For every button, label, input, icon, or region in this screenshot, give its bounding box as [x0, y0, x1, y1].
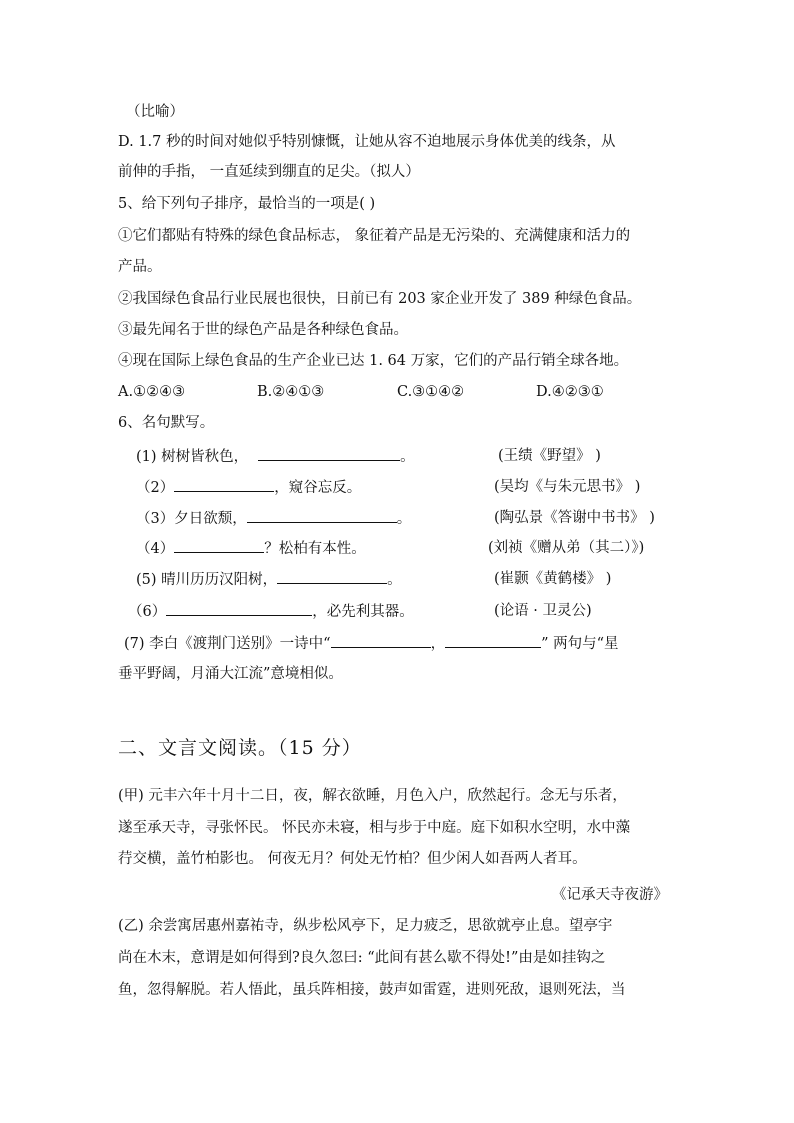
- q6-item-7-line1: [124, 633, 619, 654]
- q5-option-a: A.①②④③: [118, 384, 186, 400]
- q5-sentence-3: ③最先闻名于世的绿色产品是各种绿色食品。: [118, 322, 408, 338]
- q6-item-6-suffix: ，必先利其器。: [312, 604, 414, 620]
- q6-item-6: [128, 601, 414, 622]
- q6-item-6-source: (论语 · 卫灵公): [494, 603, 592, 619]
- q6-item-3-prefix: （3）夕日欲颓，: [136, 511, 247, 527]
- passage-yi-line3: 鱼，忽得解脱。若人悟此，虽兵阵相接，鼓声如雷霆，进则死敌，退则死法，当: [118, 982, 626, 998]
- q6-item-5: [136, 569, 402, 590]
- q6-item-6-blank[interactable]: [166, 601, 312, 616]
- q6-item-7-blank-1[interactable]: [331, 633, 431, 648]
- q6-stem: 6、名句默写。: [118, 415, 215, 431]
- section-2-heading: 二、文言文阅读。（15 分）: [118, 737, 362, 759]
- q6-item-2: [136, 477, 361, 498]
- q4-option-d-line1: D. 1.7 秒的时间对她似乎特别慷慨，让她从容不迫地展示身体优美的线条，从: [118, 134, 616, 150]
- q6-item-1-suffix: 。: [400, 449, 415, 465]
- q6-item-7-suffix: ” 两句与“星: [541, 636, 619, 652]
- q6-item-7-comma: ，: [430, 636, 446, 652]
- q6-item-1-prefix: (1) 树树皆秋色，: [136, 449, 249, 465]
- q6-item-6-prefix: （6）: [128, 604, 167, 620]
- q6-item-1-source: (王绩《野望》 ): [498, 448, 601, 464]
- q5-option-b: B.②④①③: [257, 384, 325, 400]
- q6-item-7-blank-2[interactable]: [445, 633, 541, 648]
- passage-jia-line2: 遂至承天寺，寻张怀民。 怀民亦未寝，相与步于中庭。庭下如积水空明，水中藻: [118, 820, 631, 836]
- q6-item-2-blank[interactable]: [174, 477, 274, 492]
- q6-item-5-prefix: (5) 晴川历历汉阳树，: [136, 572, 278, 588]
- q6-item-3-suffix: 。: [396, 511, 412, 527]
- q4-option-d-line2: 前伸的手指， 一直延续到绷直的足尖。（拟人）: [118, 164, 420, 180]
- q4-option-c-note: （比喻）: [126, 104, 184, 120]
- q5-sentence-1-line2: 产品。: [118, 259, 162, 275]
- q6-item-5-blank[interactable]: [277, 569, 387, 584]
- q6-item-5-source: (崔颢《黄鹤楼》 ): [494, 571, 612, 587]
- passage-yi-line2: 尚在木末，意谓是如何得到?良久忽曰: “此间有甚么歇不得处!”由是如挂钩之: [118, 950, 606, 966]
- q6-item-2-suffix: ，窥谷忘反。: [274, 480, 362, 496]
- q6-item-4-prefix: （4）: [136, 541, 175, 557]
- passage-jia-source: 《记承天寺夜游》: [552, 887, 668, 903]
- q5-sentence-2: ②我国绿色食品行业民展也很快，日前已有 203 家企业开发了 389 种绿色食品。: [118, 291, 642, 307]
- q6-item-5-suffix: 。: [387, 572, 402, 588]
- q6-item-7-prefix: (7) 李白《渡荆门送别》一诗中“: [124, 636, 331, 652]
- q6-item-7-line2: 垂平野阔，月涌大江流”意境相似。: [118, 666, 343, 682]
- q5-option-c: C.③①④②: [397, 384, 465, 400]
- q6-item-3-source: (陶弘景《答谢中书书》 ): [494, 510, 655, 526]
- q6-item-3-blank[interactable]: [247, 508, 397, 523]
- q6-item-2-prefix: （2）: [136, 480, 175, 496]
- passage-jia-line3: 荇交横，盖竹柏影也。 何夜无月？何处无竹柏？但少闲人如吾两人者耳。: [118, 851, 587, 867]
- q6-item-4: [136, 538, 366, 559]
- q6-item-1: [136, 446, 415, 467]
- q6-item-2-source: (吴均《与朱元思书》 ): [494, 479, 641, 495]
- q6-item-4-suffix: ？松柏有本性。: [264, 541, 366, 557]
- q6-item-4-blank[interactable]: [174, 538, 264, 553]
- q6-item-1-blank[interactable]: [258, 446, 400, 461]
- q5-sentence-1-line1: ①它们都贴有特殊的绿色食品标志， 象征着产品是无污染的、充满健康和活力的: [118, 228, 631, 244]
- q5-sentence-4: ④现在国际上绿色食品的生产企业已达 1. 64 万家，它们的产品行销全球各地。: [118, 353, 629, 369]
- q5-option-d: D.④②③①: [536, 384, 604, 400]
- q6-item-3: [136, 508, 411, 529]
- passage-jia-line1: (甲) 元丰六年十月十二日，夜，解衣欲睡，月色入户，欣然起行。念无与乐者，: [118, 788, 627, 804]
- q6-item-4-source: (刘祯《赠从弟（其二）》): [488, 540, 645, 556]
- q5-stem: 5、给下列句子排序，最恰当的一项是( ): [118, 196, 376, 212]
- passage-yi-line1: (乙) 余尝寓居惠州嘉祐寺，纵步松风亭下，足力疲乏，思欲就亭止息。望亭宇: [118, 918, 613, 934]
